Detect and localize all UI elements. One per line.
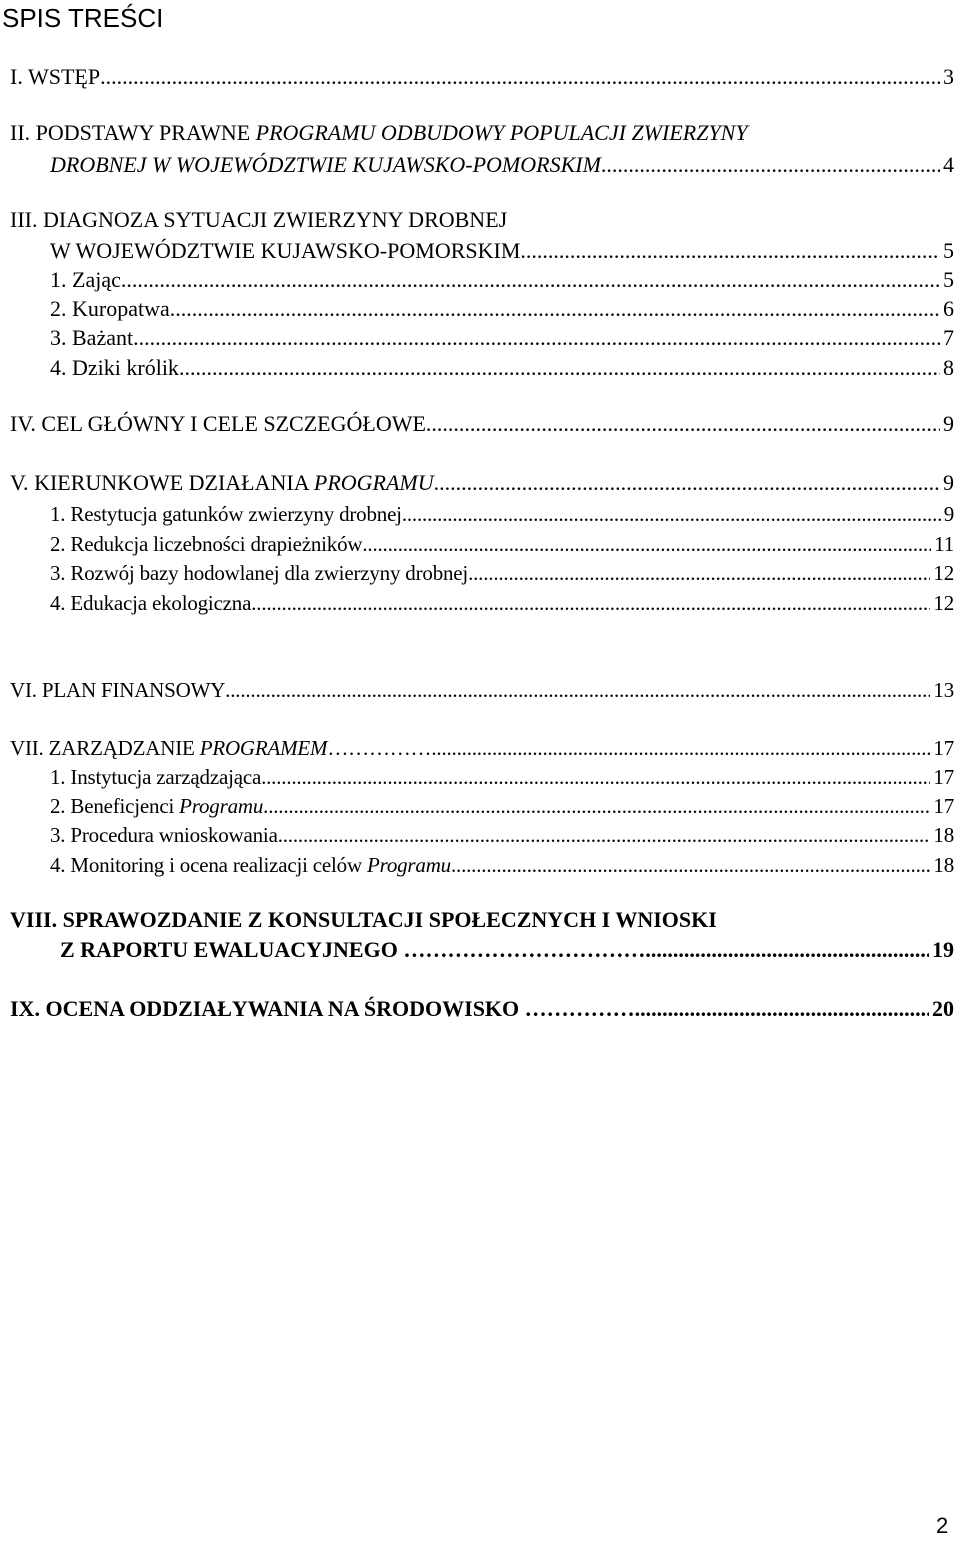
toc-page-number: 3 [943, 64, 954, 89]
toc-subentry-redukcja[interactable] [50, 529, 954, 559]
toc-entry-label: IX. OCENA ODDZIAŁYWANIA NA ŚRODOWISKO …………… [10, 996, 635, 1021]
toc-leader [434, 468, 940, 498]
toc-entry-label: 2. Kuropatwa [50, 296, 170, 321]
toc-title: SPIS TREŚCI [2, 3, 164, 33]
toc-entry-label: I. WSTĘP [10, 64, 101, 89]
toc-subentry-dziki-krolik[interactable] [50, 353, 954, 383]
toc-entry-sprawozdanie-line1[interactable]: VIII. SPRAWOZDANIE Z KONSULTACJI SPOŁECZNYCH I WNIOSKI [10, 907, 717, 932]
toc-page-number: 20 [932, 996, 954, 1021]
toc-subentry-restytucja[interactable] [50, 499, 954, 529]
toc-subentry-edukacja[interactable] [50, 588, 954, 618]
toc-entry-sprawozdanie[interactable] [60, 935, 954, 965]
toc-subentry-instytucja[interactable] [50, 762, 954, 792]
toc-entry-label: 2. Redukcja liczebności drapieżników [50, 532, 363, 556]
toc-entry-label: DROBNEJ W WOJEWÓDZTWIE KUJAWSKO-POMORSKIM [50, 152, 601, 177]
toc-subentry-beneficjenci[interactable] [50, 791, 954, 821]
toc-leader [121, 265, 940, 295]
toc-entry-plan-finansowy[interactable] [10, 675, 954, 705]
toc-entry-label: 1. Restytucja gatunków zwierzyny drobnej [50, 502, 402, 526]
toc-leader [520, 236, 940, 266]
toc-entry-wstep[interactable] [10, 62, 954, 92]
toc-leader [263, 791, 930, 821]
toc-leader [261, 762, 930, 792]
toc-subentry-monitoring[interactable] [50, 850, 954, 880]
toc-subentry-kuropatwa[interactable] [50, 294, 954, 324]
toc-leader [362, 529, 931, 559]
toc-entry-label: 3. Rozwój bazy hodowlanej dla zwierzyny drobnej [50, 561, 469, 585]
toc-leader [133, 323, 940, 353]
toc-leader [601, 150, 940, 180]
toc-page-number: 18 [933, 853, 954, 877]
toc-leader [100, 62, 940, 92]
toc-leader [431, 733, 930, 763]
toc-page-number: 9 [943, 411, 954, 436]
toc-page-number: 12 [933, 591, 954, 615]
toc-subentry-procedura[interactable] [50, 820, 954, 850]
toc-entry-zarzadzanie[interactable] [10, 733, 954, 763]
toc-subentry-zajac[interactable] [50, 265, 954, 295]
toc-entry-label: 4. Dziki królik [50, 355, 179, 380]
toc-entry-label: 3. Procedura wnioskowania [50, 823, 278, 847]
toc-page-number: 13 [933, 678, 954, 702]
toc-leader [402, 499, 941, 529]
toc-page-number: 17 [933, 794, 954, 818]
toc-entry-label: VI. PLAN FINANSOWY [10, 678, 226, 702]
toc-entry-label: 1. Zając [50, 267, 121, 292]
toc-entry-label: W WOJEWÓDZTWIE KUJAWSKO-POMORSKIM [50, 238, 521, 263]
toc-entry-label: VII. ZARZĄDZANIE PROGRAMEM…………… [10, 736, 432, 760]
toc-entry-label: IV. CEL GŁÓWNY I CELE SZCZEGÓŁOWE [10, 411, 426, 436]
toc-entry-label: 2. Beneficjenci Programu [50, 794, 264, 818]
toc-entry-podstawy-line1[interactable]: II. PODSTAWY PRAWNE PROGRAMU ODBUDOWY POPULACJI ZWIERZYNY [10, 120, 748, 145]
toc-leader [225, 675, 930, 705]
toc-leader [426, 409, 940, 439]
toc-entry-label: 1. Instytucja zarządzająca [50, 765, 262, 789]
toc-page-number: 9 [943, 502, 954, 526]
toc-page-number: 18 [933, 823, 954, 847]
toc-entry-ocena-oddzialywania[interactable] [10, 994, 954, 1024]
toc-leader [179, 353, 940, 383]
toc-page-number: 12 [933, 561, 954, 585]
toc-entry-label: V. KIERUNKOWE DZIAŁANIA PROGRAMU [10, 470, 434, 495]
toc-entry-podstawy[interactable] [50, 150, 954, 180]
toc-entry-diagnoza-line1[interactable]: III. DIAGNOZA SYTUACJI ZWIERZYNY DROBNEJ [10, 207, 508, 232]
toc-leader [645, 935, 929, 965]
toc-page-number: 17 [933, 765, 954, 789]
toc-page-number: 11 [934, 532, 954, 556]
toc-subentry-bazant[interactable] [50, 323, 954, 353]
toc-leader [251, 588, 930, 618]
toc-leader [170, 294, 940, 324]
toc-entry-label: 4. Edukacja ekologiczna [50, 591, 252, 615]
footer-page-number: 2 [936, 1513, 949, 1538]
toc-entry-label: Z RAPORTU EWALUACYJNEGO …………………………… [60, 937, 646, 962]
toc-leader [278, 820, 931, 850]
toc-page-number: 4 [943, 152, 954, 177]
toc-leader [468, 558, 930, 588]
toc-page-number: 8 [943, 355, 954, 380]
toc-page-number: 5 [943, 238, 954, 263]
toc-entry-label: 3. Bażant [50, 325, 134, 350]
toc-page-number: 19 [932, 937, 954, 962]
toc-page-number: 6 [943, 296, 954, 321]
toc-entry-label: 4. Monitoring i ocena realizacji celów Programu [50, 853, 451, 877]
toc-entry-diagnoza[interactable] [50, 236, 954, 266]
toc-leader [635, 994, 929, 1024]
toc-page-number: 5 [943, 267, 954, 292]
toc-page-number: 7 [943, 325, 954, 350]
toc-page-number: 17 [933, 736, 954, 760]
toc-leader [451, 850, 930, 880]
toc-page-number: 9 [943, 470, 954, 495]
toc-entry-kierunkowe-dzialania[interactable] [10, 468, 954, 498]
toc-entry-cel-glowny[interactable] [10, 409, 954, 439]
toc-subentry-rozwoj-bazy[interactable] [50, 558, 954, 588]
